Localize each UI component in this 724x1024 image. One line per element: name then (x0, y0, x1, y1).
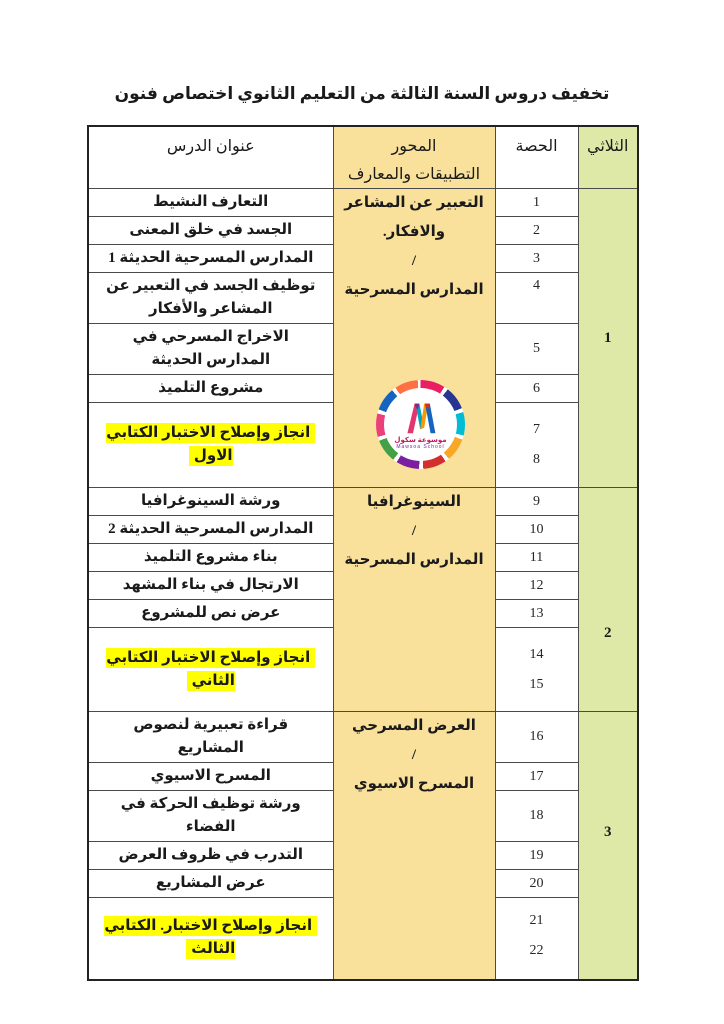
lesson-cell: المدارس المسرحية الحديثة 2 (88, 516, 333, 544)
lesson-cell: ورشة توظيف الحركة في الفضاء (88, 791, 333, 842)
session-cell: 16 (495, 712, 578, 763)
header-row (88, 126, 638, 189)
exam-highlight: انجاز وإصلاح الاختبار. الكتابي الثالث (104, 916, 317, 959)
column-header-axis: المحور التطبيقات والمعارف (333, 126, 495, 189)
session-cell: 12 (495, 572, 578, 600)
lesson-cell: الاخراج المسرحي في المدارس الحديثة (88, 324, 333, 375)
exam-session-cell: 14 15 (495, 628, 578, 712)
exam-highlight: انجاز وإصلاح الاختبار الكتابي الثاني (106, 648, 315, 691)
session-cell: 20 (495, 870, 578, 898)
schedule-table (87, 125, 639, 981)
session-cell: 6 (495, 375, 578, 403)
session-cell: 18 (495, 791, 578, 842)
exam-cell (88, 403, 333, 488)
logo-latin-text: Mawsoa School (396, 444, 445, 450)
lesson-cell: الارتجال في بناء المشهد (88, 572, 333, 600)
lesson-cell: التعارف النشيط (88, 189, 333, 217)
logo-m-icon (396, 398, 446, 438)
logo-arabic-text: موسوعة سكول (394, 436, 447, 444)
column-header-trimester: الثلاثي (578, 126, 638, 189)
lesson-cell: مشروع التلميذ (88, 375, 333, 403)
lesson-cell: المدارس المسرحية الحديثة 1 (88, 245, 333, 273)
lesson-cell: بناء مشروع التلميذ (88, 544, 333, 572)
session-cell: 13 (495, 600, 578, 628)
column-header-session: الحصة (495, 126, 578, 189)
column-header-lesson: عنوان الدرس (88, 126, 333, 189)
table-row (88, 712, 638, 763)
session-cell: 9 (495, 488, 578, 516)
session-cell: 1 (495, 189, 578, 217)
trimester-cell-3: 3 (578, 712, 638, 980)
trimester-cell-2: 2 (578, 488, 638, 712)
school-watermark-logo (376, 380, 465, 469)
lesson-cell: توظيف الجسد في التعبير عن المشاعر والأفكار (88, 273, 333, 324)
exam-highlight: انجاز وإصلاح الاختبار الكتابي الاول (106, 423, 315, 466)
session-cell: 17 (495, 763, 578, 791)
exam-cell (88, 898, 333, 980)
table-row (88, 488, 638, 516)
page-title: تخفيف دروس السنة الثالثة من التعليم الثانوي اختصاص فنون (114, 84, 610, 103)
axis-cell-3: العرض المسرحي / المسرح الاسيوي (333, 712, 495, 980)
trimester-cell-1: 1 (578, 189, 638, 488)
exam-session-cell: 21 22 (495, 898, 578, 980)
session-cell: 5 (495, 324, 578, 375)
lesson-cell: المسرح الاسيوي (88, 763, 333, 791)
lesson-cell: عرض نص للمشروع (88, 600, 333, 628)
session-cell: 11 (495, 544, 578, 572)
lesson-cell: الجسد في خلق المعنى (88, 217, 333, 245)
exam-cell (88, 628, 333, 712)
axis-cell-1: التعبير عن المشاعر والافكار. / المدارس المسرحية (333, 189, 495, 488)
lesson-cell: التدرب في ظروف العرض (88, 842, 333, 870)
table-row (88, 189, 638, 217)
lesson-cell: عرض المشاريع (88, 870, 333, 898)
session-cell: 3 (495, 245, 578, 273)
axis-cell-2: السينوغرافيا / المدارس المسرحية (333, 488, 495, 712)
exam-session-cell: 7 8 (495, 403, 578, 488)
lesson-cell: ورشة السينوغرافيا (88, 488, 333, 516)
session-cell: 10 (495, 516, 578, 544)
lesson-cell: قراءة تعبيرية لنصوص المشاريع (88, 712, 333, 763)
session-cell: 2 (495, 217, 578, 245)
session-cell: 4 (495, 273, 578, 324)
session-cell: 19 (495, 842, 578, 870)
